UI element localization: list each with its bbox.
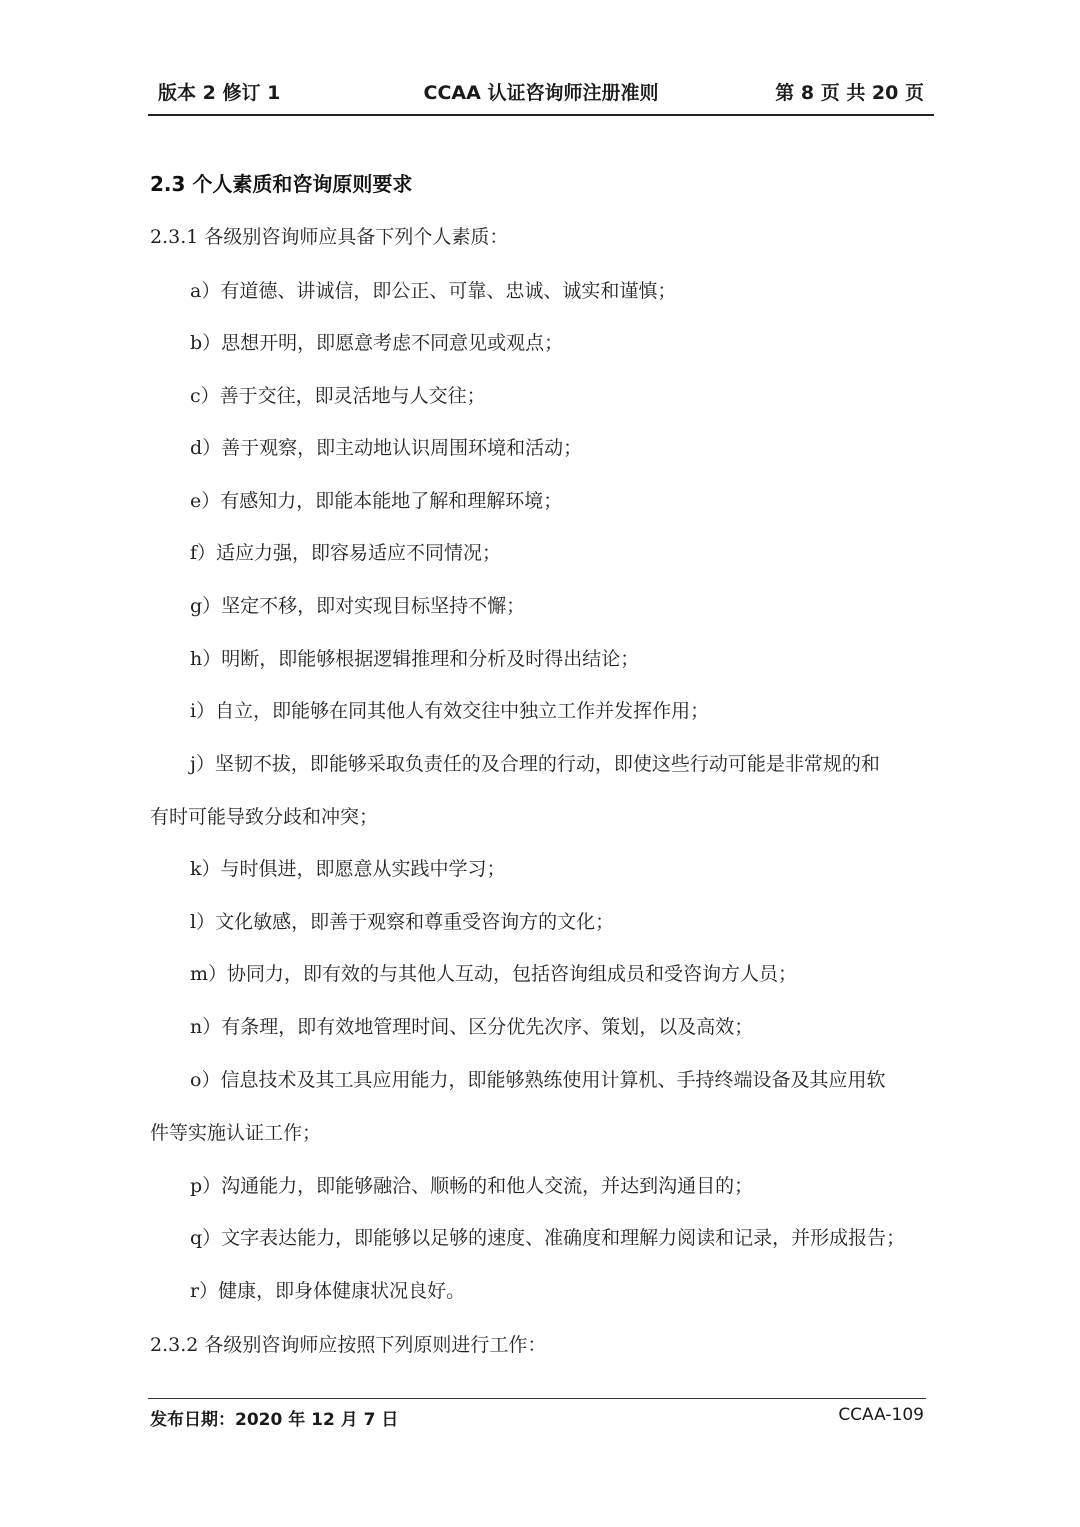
list-item-r: r）健康，即身体健康状况良好。 <box>190 1280 466 1302</box>
list-item-o: o）信息技术及其工具应用能力，即能够熟练使用计算机、手持终端设备及其应用软 <box>190 1069 886 1091</box>
clause-2-3-2: 2.3.2 各级别咨询师应按照下列原则进行工作： <box>150 1334 547 1356</box>
list-item-l: l）文化敏感，即善于观察和尊重受咨询方的文化； <box>190 911 615 933</box>
list-item-g: g）坚定不移，即对实现目标坚持不懈； <box>190 595 526 617</box>
page-header <box>148 66 934 116</box>
list-item-f: f）适应力强，即容易适应不同情况； <box>190 542 502 564</box>
list-item-n: n）有条理，即有效地管理时间、区分优先次序、策划，以及高效； <box>190 1016 754 1038</box>
publish-date: 发布日期：2020 年 12 月 7 日 <box>150 1410 399 1430</box>
list-item-q: q）文字表达能力，即能够以足够的速度、准确度和理解力阅读和记录，并形成报告； <box>190 1227 906 1249</box>
list-item-j-continued: 有时可能导致分歧和冲突； <box>150 806 379 828</box>
list-item-m: m）协同力，即有效的与其他人互动，包括咨询组成员和受咨询方人员； <box>190 963 798 985</box>
list-item-d: d）善于观察，即主动地认识周围环境和活动； <box>190 437 583 459</box>
list-item-k: k）与时俱进，即愿意从实践中学习； <box>190 858 506 880</box>
list-item-j: j）坚韧不拔，即能够采取负责任的及合理的行动，即使这些行动可能是非常规的和 <box>190 753 880 775</box>
page-footer <box>148 1398 926 1439</box>
list-item-p: p）沟通能力，即能够融洽、顺畅的和他人交流，并达到沟通目的； <box>190 1175 754 1197</box>
list-item-c: c）善于交往，即灵活地与人交往； <box>190 385 486 407</box>
list-item-i: i）自立，即能够在同其他人有效交往中独立工作并发挥作用； <box>190 700 710 722</box>
list-item-a: a）有道德、讲诚信，即公正、可靠、忠诚、诚实和谨慎； <box>190 280 677 302</box>
version-label: 版本 2 修订 1 <box>158 82 281 104</box>
list-item-e: e）有感知力，即能本能地了解和理解环境； <box>190 490 563 512</box>
clause-2-3-1: 2.3.1 各级别咨询师应具备下列个人素质： <box>150 226 509 248</box>
list-item-h: h）明断，即能够根据逻辑推理和分析及时得出结论； <box>190 648 640 670</box>
list-item-o-continued: 件等实施认证工作； <box>150 1122 322 1144</box>
page-number: 第 8 页 共 20 页 <box>775 82 924 104</box>
document-code: CCAA-109 <box>838 1405 924 1425</box>
section-heading: 2.3 个人素质和咨询原则要求 <box>150 172 413 196</box>
list-item-b: b）思想开明，即愿意考虑不同意见或观点； <box>190 332 564 354</box>
document-title: CCAA 认证咨询师注册准则 <box>423 82 659 104</box>
